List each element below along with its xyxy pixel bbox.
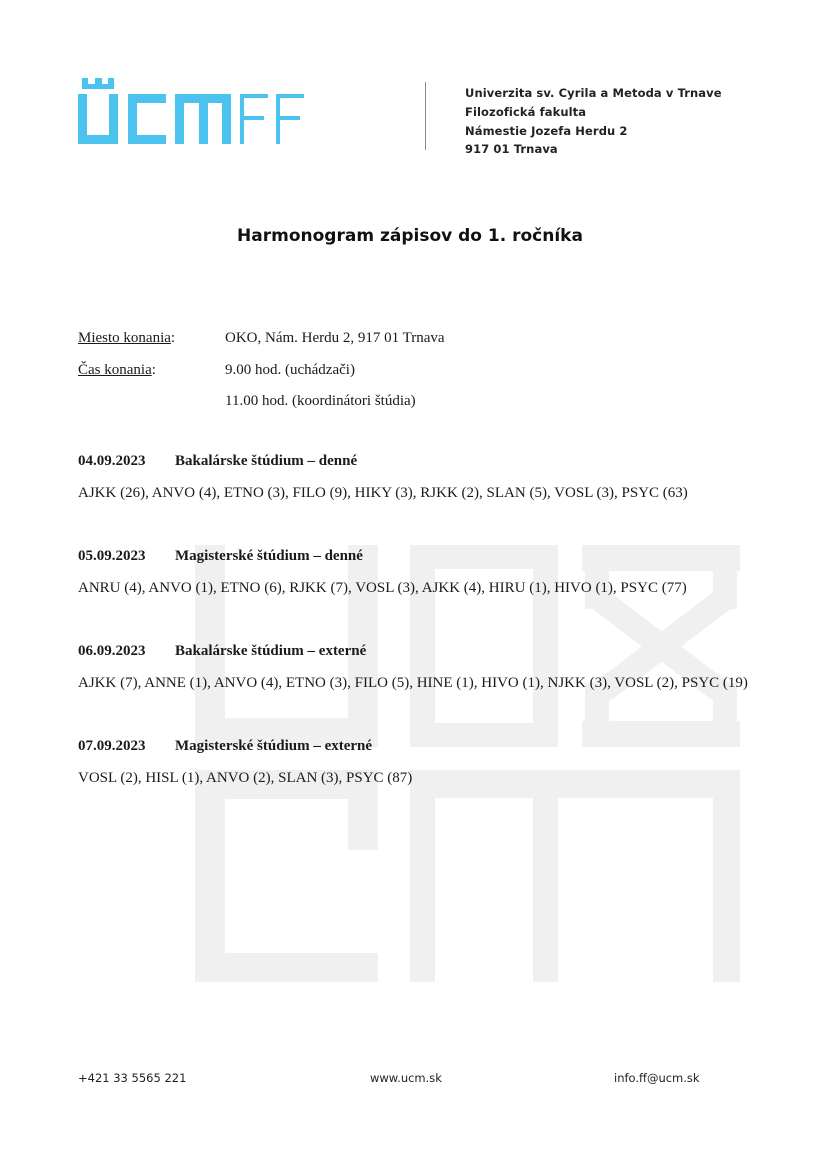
address-line: Filozofická fakulta: [465, 104, 587, 119]
document-title: Harmonogram zápisov do 1. ročníka: [237, 226, 583, 246]
program-list: AJKK (26), ANVO (4), ETNO (3), FILO (9), HIKY (3), RJKK (2), SLAN (5), VOSL (3), PSYC (63): [78, 485, 688, 501]
faculty-address: [465, 84, 722, 159]
section-heading: Bakalárske štúdium – externé: [175, 643, 367, 659]
event-info: [78, 323, 445, 418]
schedule-section: [78, 734, 748, 829]
place-row: Miesto konania: OKO, Nám. Herdu 2, 917 01 Trnava: [78, 323, 445, 355]
schedule-section: [78, 544, 748, 639]
ucm-ff-logo: [78, 78, 310, 148]
footer-email: info.ff@ucm.sk: [614, 1071, 700, 1085]
schedule-section: [78, 449, 748, 544]
program-list: ANRU (4), ANVO (1), ETNO (6), RJKK (7), VOSL (3), AJKK (4), HIRU (1), HIVO (1), PSYC (77): [78, 580, 687, 596]
address-line: Námestie Jozefa Herdu 2: [465, 123, 628, 138]
footer-website: www.ucm.sk: [370, 1071, 442, 1085]
time-row: Čas konania: 9.00 hod. (uchádzači): [78, 355, 445, 387]
program-list: VOSL (2), HISL (1), ANVO (2), SLAN (3), PSYC (87): [78, 770, 413, 786]
section-date: 04.09.2023: [78, 453, 146, 469]
place-label: Miesto konania: [78, 330, 171, 346]
time-row-2: [78, 386, 445, 418]
program-list: AJKK (7), ANNE (1), ANVO (4), ETNO (3), FILO (5), HINE (1), HIVO (1), NJKK (3), VOSL (2), PSYC (19): [78, 675, 748, 691]
time-value: 9.00 hod. (uchádzači): [225, 361, 355, 378]
header-divider: [425, 82, 426, 150]
section-heading: Bakalárske štúdium – denné: [175, 453, 358, 469]
address-line: Univerzita sv. Cyrila a Metoda v Trnave: [465, 86, 722, 100]
address-line: 917 01 Trnava: [465, 142, 558, 157]
section-heading: Magisterské štúdium – externé: [175, 738, 373, 754]
footer-phone: +421 33 5565 221: [78, 1071, 187, 1085]
time-label: Čas konania: [78, 361, 152, 378]
schedule: [78, 449, 748, 829]
section-date: 05.09.2023: [78, 548, 146, 564]
place-value: OKO, Nám. Herdu 2, 917 01 Trnava: [225, 330, 445, 346]
section-date: 07.09.2023: [78, 738, 146, 754]
section-date: 06.09.2023: [78, 643, 146, 659]
time-value: 11.00 hod. (koordinátori štúdia): [225, 393, 416, 409]
section-heading: Magisterské štúdium – denné: [175, 548, 363, 564]
schedule-section: [78, 639, 748, 734]
logo-mark: [78, 78, 310, 148]
